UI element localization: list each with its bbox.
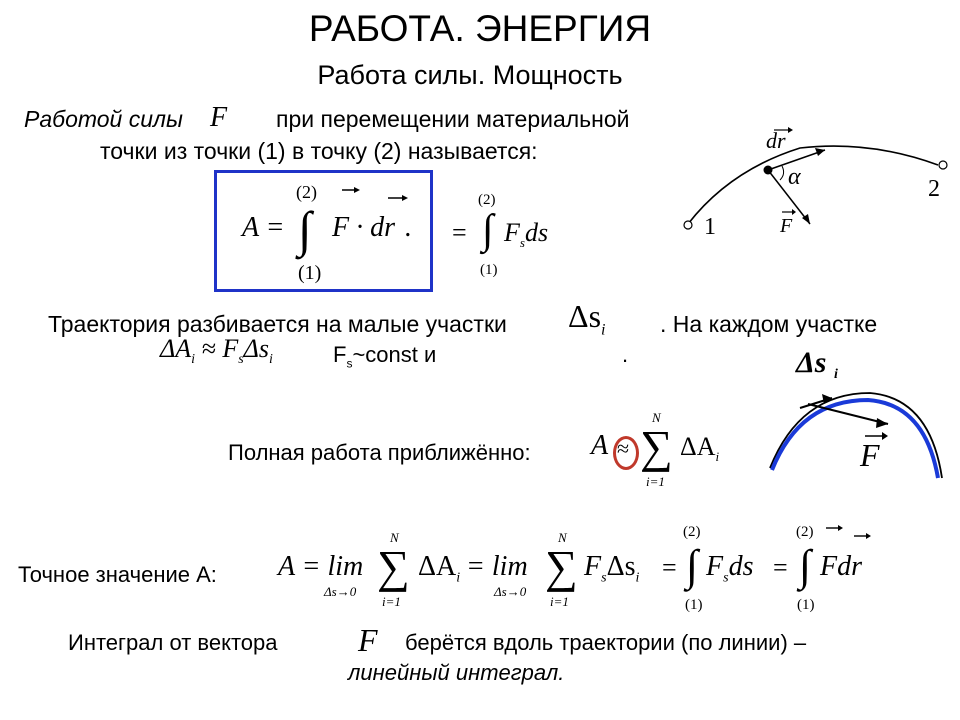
exact-vector-arrows bbox=[820, 522, 880, 542]
approx-sub-i2: i bbox=[269, 352, 273, 368]
total-label: Полная работа приближённо: bbox=[228, 440, 531, 465]
total-sum-sign: ∑ bbox=[640, 421, 673, 472]
fs-period: . bbox=[622, 342, 629, 367]
exact-term2-ds: Δs bbox=[606, 551, 636, 582]
total-sum-bottom: i=1 bbox=[646, 474, 665, 489]
fs-const: ~const и bbox=[352, 342, 437, 367]
note-force-symbol: F bbox=[358, 622, 378, 658]
trajectory-text-after: . На каждом участке bbox=[660, 311, 878, 337]
delta-s-sub: i bbox=[601, 321, 606, 339]
fs-const-text bbox=[333, 342, 436, 370]
exact-term3-sub: s bbox=[723, 570, 729, 586]
formula1-alt-upper: (2) bbox=[478, 192, 496, 208]
force-label: F bbox=[780, 215, 793, 237]
exact-sum-sign: ∑ bbox=[377, 541, 410, 592]
exact-term2-sub: s bbox=[601, 570, 607, 586]
formula1-alt-integrand bbox=[504, 218, 548, 251]
total-approx: ≈ bbox=[617, 436, 630, 461]
alpha-label: α bbox=[788, 164, 801, 190]
exact-int-upper: (2) bbox=[683, 524, 701, 540]
exact-eq3: = bbox=[662, 553, 677, 582]
note-text3: линейный интеграл. bbox=[348, 660, 565, 685]
arc-diagram bbox=[760, 338, 960, 488]
exact-eq2: = lim bbox=[466, 551, 528, 582]
formula1-lower: (1) bbox=[298, 262, 322, 284]
exact-int-lower: (1) bbox=[685, 597, 703, 613]
exact-term2 bbox=[584, 551, 639, 587]
formula1-alt-f: F bbox=[504, 218, 520, 247]
trajectory-delta-s bbox=[568, 298, 605, 339]
slide-subtitle: Работа силы. Мощность bbox=[317, 60, 623, 90]
formula1-alt-integral-sign: ∫ bbox=[482, 207, 494, 253]
dr-label: dr bbox=[766, 128, 786, 153]
exact-term1-sub: i bbox=[456, 570, 461, 586]
outer-arc bbox=[770, 393, 942, 478]
total-term-sub: i bbox=[715, 449, 720, 465]
ds-label: Δs bbox=[796, 346, 827, 379]
note-text2: берётся вдоль траектории (по линии) – bbox=[405, 630, 807, 655]
point-2-marker bbox=[939, 161, 947, 169]
note-text1: Интеграл от вектора bbox=[68, 630, 278, 655]
approx-da: ΔA bbox=[160, 334, 192, 363]
exact-term1-main: ΔA bbox=[418, 551, 457, 582]
arc-force-label: F bbox=[860, 437, 880, 473]
exact-term2-f: F bbox=[584, 551, 602, 582]
exact-int-lower2: (1) bbox=[797, 597, 815, 613]
exact-term3 bbox=[706, 551, 753, 587]
exact-eq4: = bbox=[773, 553, 788, 582]
approx-op: ≈ F bbox=[201, 334, 239, 363]
delta-s-main: Δs bbox=[568, 298, 602, 334]
exact-sum-bottom: i=1 bbox=[382, 594, 401, 609]
fs-sub: s bbox=[346, 356, 353, 371]
exact-sum-bottom2: i=1 bbox=[550, 594, 569, 609]
definition-force-symbol: F bbox=[210, 102, 228, 133]
fs-label: F bbox=[333, 342, 347, 367]
formula1-integrand: F · dr bbox=[332, 212, 395, 243]
exact-term3-f: F bbox=[706, 551, 724, 582]
exact-lim-sub2: Δs→0 bbox=[494, 584, 527, 599]
formula1-integral-sign: ∫ bbox=[298, 201, 312, 257]
total-term-main: ΔA bbox=[680, 432, 716, 461]
approx-sub-s: s bbox=[238, 352, 244, 368]
formula1-alt-sub: s bbox=[519, 235, 525, 251]
definition-line2: точки из точки (1) в точку (2) называется: bbox=[100, 138, 538, 164]
point-1-marker bbox=[684, 221, 692, 229]
trajectory-text: Траектория разбивается на малые участки bbox=[48, 311, 507, 337]
exact-sum-sign2: ∑ bbox=[545, 541, 578, 592]
exact-term4: Fdr bbox=[820, 551, 862, 582]
formula1-vector-arrows bbox=[330, 184, 420, 204]
ds-sub: i bbox=[834, 367, 838, 382]
exact-int-upper2: (2) bbox=[796, 524, 814, 540]
exact-sum-top2: N bbox=[558, 530, 567, 545]
exact-int-sign: ∫ bbox=[686, 541, 699, 590]
formula1-alt-eq: = bbox=[452, 218, 467, 247]
approx-sub-i: i bbox=[191, 352, 196, 368]
slide-title: РАБОТА. ЭНЕРГИЯ bbox=[308, 8, 652, 49]
formula1-dot: . bbox=[405, 212, 412, 243]
exact-term3-ds: ds bbox=[728, 551, 754, 582]
exact-lhs: A = lim bbox=[278, 551, 364, 582]
formula1-alt-diff: ds bbox=[524, 218, 549, 247]
total-lhs: A bbox=[591, 430, 609, 461]
approx-ds: Δs bbox=[243, 334, 270, 363]
formula1-upper: (2) bbox=[296, 182, 317, 202]
formula1-lhs: A = bbox=[242, 212, 285, 243]
exact-lim-sub: Δs→0 bbox=[324, 584, 357, 599]
exact-sum-top: N bbox=[390, 530, 399, 545]
definition-line1: при перемещении материальной bbox=[276, 106, 630, 132]
trajectory-diagram bbox=[670, 120, 960, 250]
exact-term1 bbox=[418, 551, 460, 587]
point-1-label: 1 bbox=[704, 214, 716, 240]
exact-term2b-sub: i bbox=[635, 570, 640, 586]
point-2-label: 2 bbox=[928, 176, 940, 202]
trajectory-curve bbox=[688, 146, 938, 224]
formula1-alt-lower: (1) bbox=[480, 262, 498, 278]
exact-label: Точное значение А: bbox=[18, 562, 217, 587]
definition-lead: Работой силы bbox=[24, 106, 183, 132]
exact-int-sign2: ∫ bbox=[799, 541, 812, 590]
approx-formula bbox=[160, 334, 273, 368]
total-term bbox=[680, 432, 719, 465]
total-sum-top: N bbox=[652, 410, 661, 425]
